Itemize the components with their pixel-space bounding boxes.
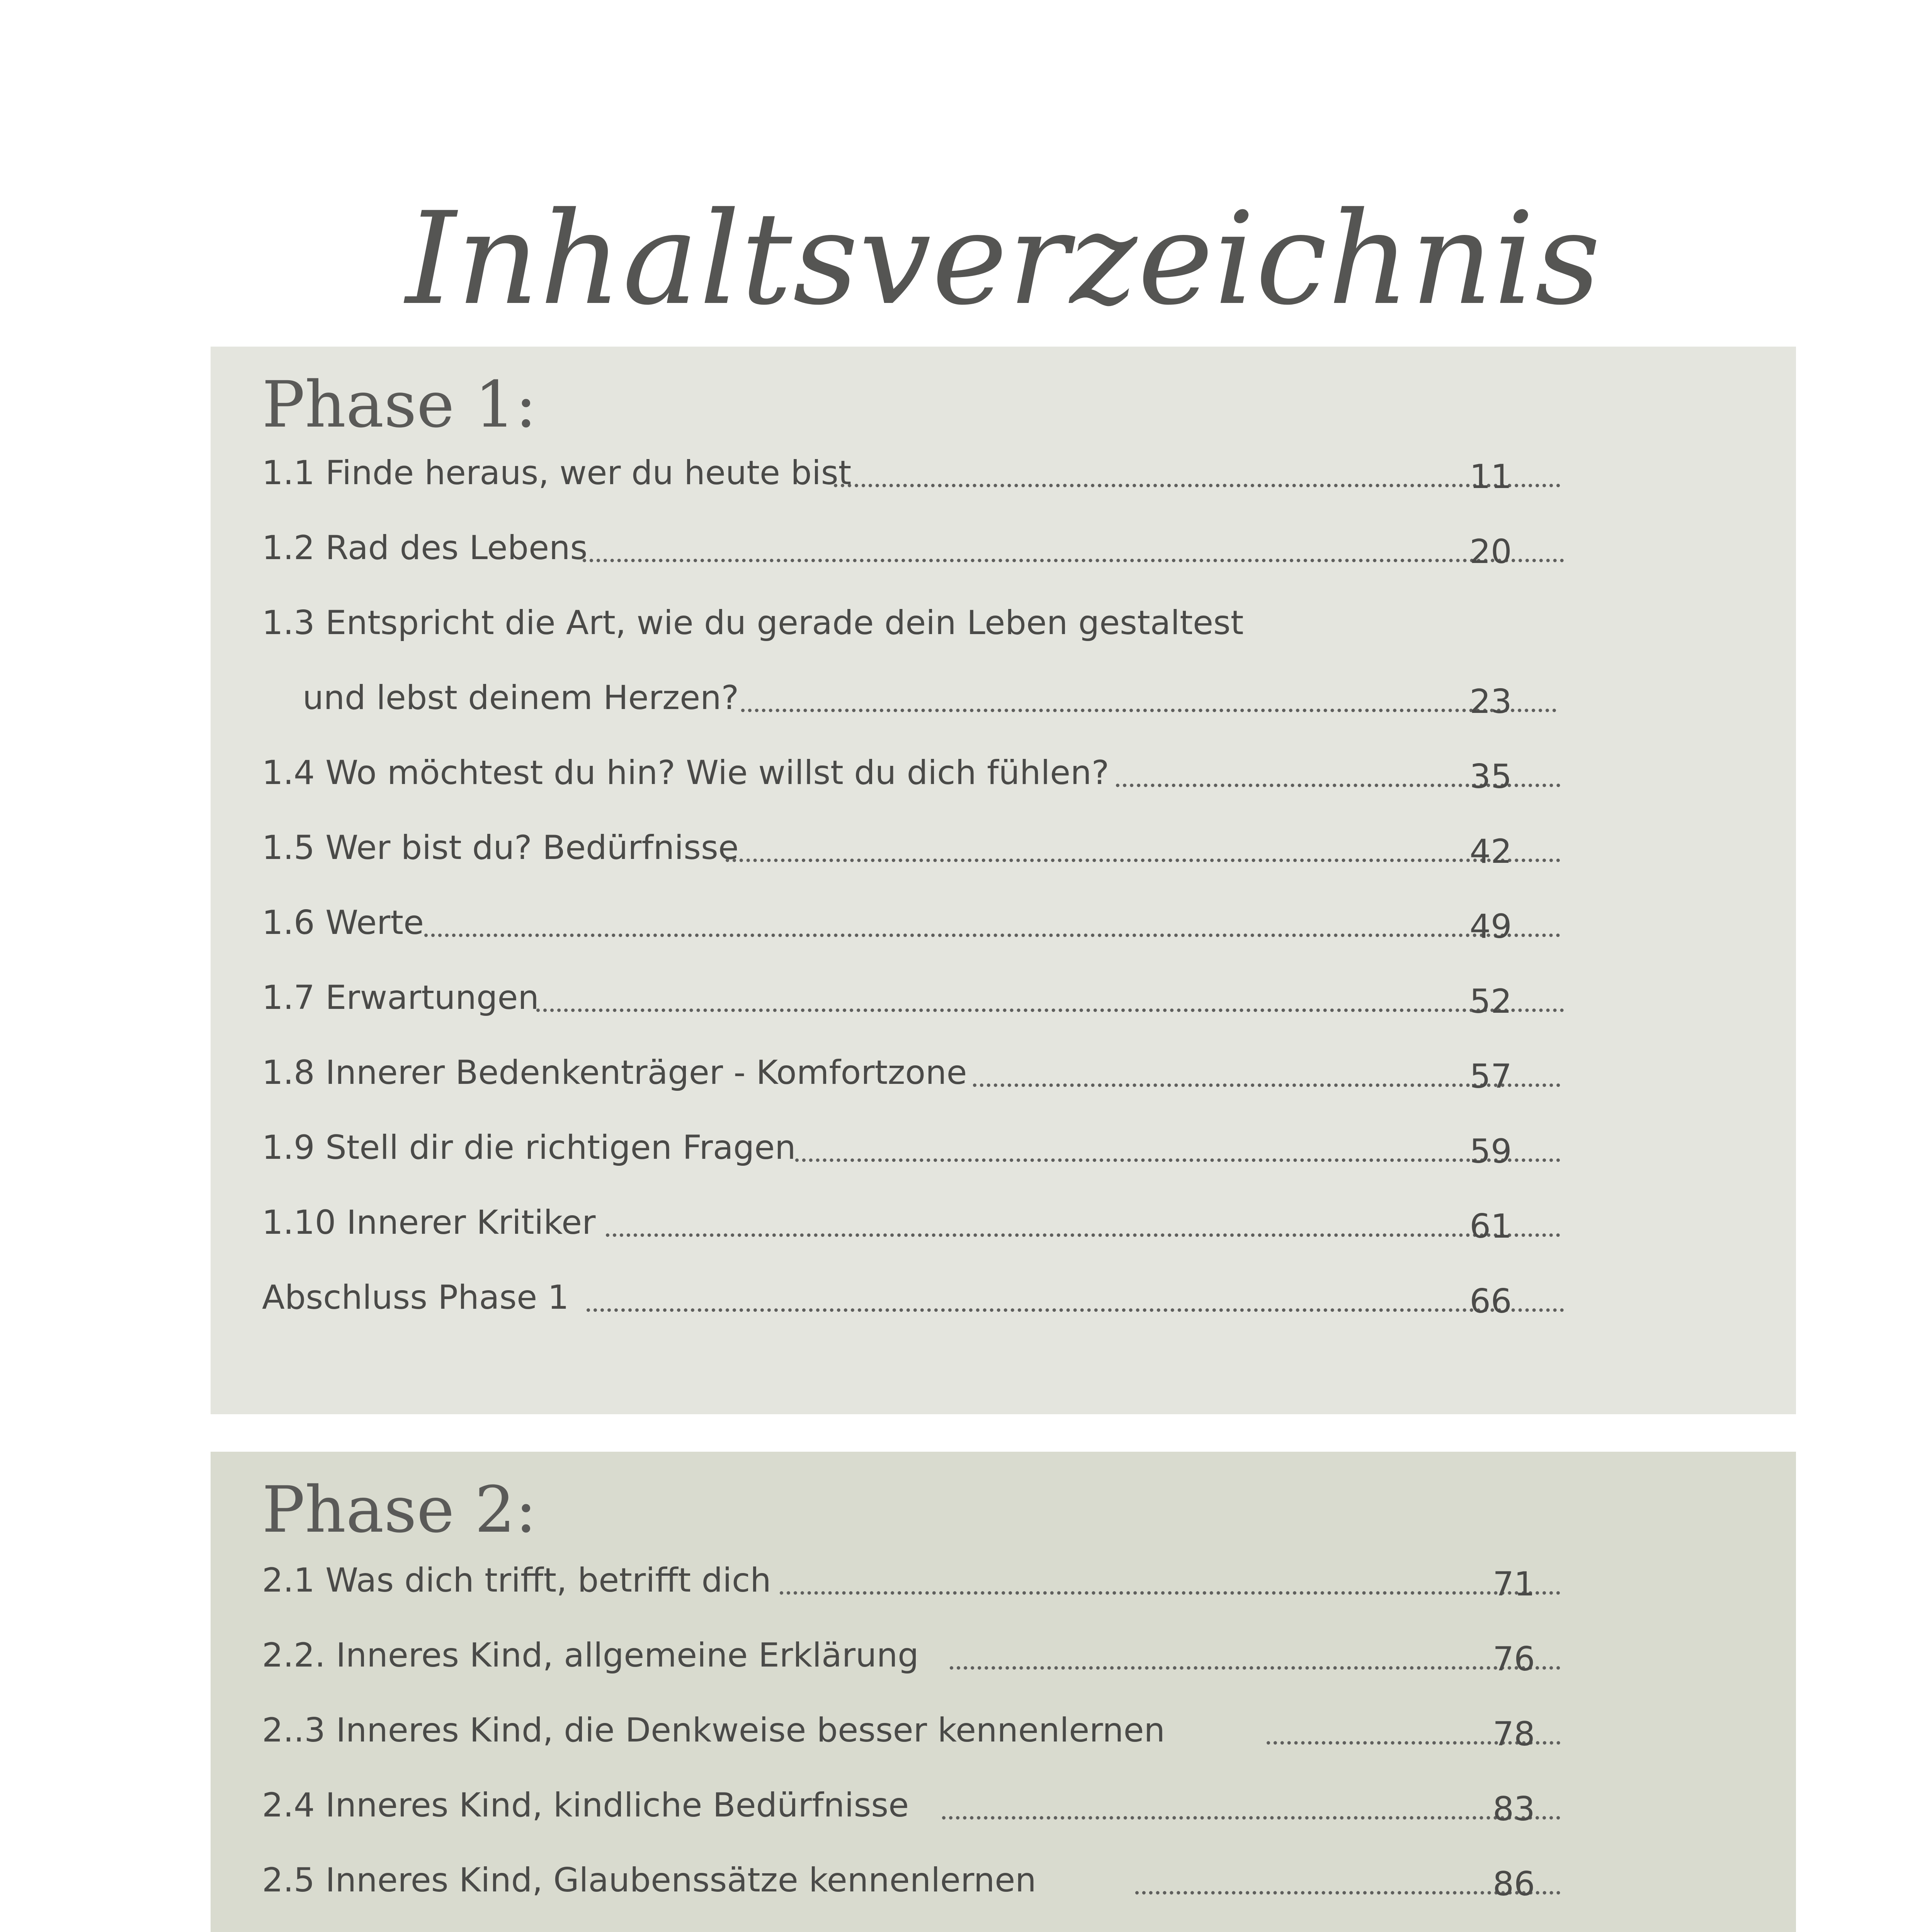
toc-entry (262, 1630, 1761, 1680)
toc-entry-label: 2..3 Inneres Kind, die Denkweise besser kennenlernen (262, 1711, 1165, 1750)
toc-leader (780, 1591, 1560, 1595)
toc-leader (536, 1009, 1564, 1012)
toc-entry (262, 1048, 1761, 1098)
toc-entry (262, 1855, 1761, 1905)
phase-1-title: Phase 1: (262, 367, 537, 442)
toc-entry-label: Abschluss Phase 1 (262, 1278, 569, 1317)
toc-entry-page: 83 (1493, 1790, 1535, 1828)
toc-entry-page: 49 (1469, 907, 1512, 946)
toc-entry-label: 1.10 Innerer Kritiker (262, 1203, 596, 1242)
toc-entry-page: 35 (1469, 757, 1512, 796)
toc-entry-page: 11 (1469, 457, 1512, 496)
toc-entry-page: 57 (1469, 1057, 1512, 1096)
toc-leader (741, 709, 1556, 712)
toc-entry-page: 42 (1469, 832, 1512, 871)
toc-entry-label: 1.7 Erwartungen (262, 978, 539, 1017)
toc-entry (262, 523, 1761, 573)
toc-leader (424, 934, 1560, 937)
toc-entry-page: 59 (1469, 1132, 1512, 1171)
toc-entry (262, 1555, 1761, 1605)
toc-entry-page: 61 (1469, 1207, 1512, 1246)
toc-entry (262, 973, 1761, 1023)
toc-entry-label: 1.1 Finde heraus, wer du heute bist (262, 454, 852, 492)
toc-entry (262, 448, 1761, 498)
toc-leader (583, 559, 1564, 562)
toc-entry-label: 1.9 Stell dir die richtigen Fragen (262, 1128, 796, 1167)
toc-leader (834, 484, 1560, 487)
toc-entry-page: 20 (1469, 532, 1512, 571)
toc-entry-page (1483, 1930, 1545, 1932)
toc-entry-page: 66 (1469, 1282, 1512, 1321)
toc-entry (262, 673, 1761, 723)
toc-entry-page: 71 (1493, 1565, 1535, 1604)
toc-entry (262, 1197, 1761, 1248)
toc-leader (606, 1233, 1560, 1237)
toc-entry-page: 76 (1493, 1640, 1535, 1679)
toc-entry (262, 898, 1761, 948)
toc-entry-label: 2.5 Inneres Kind, Glaubenssätze kennenlernen (262, 1861, 1036, 1900)
toc-entry-page: 78 (1493, 1715, 1535, 1753)
toc-leader (587, 1308, 1564, 1312)
toc-entry-page: 52 (1469, 982, 1512, 1021)
toc-entry (262, 598, 1761, 648)
toc-leader (942, 1816, 1560, 1820)
toc-entry (262, 1705, 1761, 1755)
toc-leader (950, 1666, 1560, 1670)
toc-entry-label: und lebst deinem Herzen? (303, 679, 739, 717)
toc-leader (726, 859, 1560, 862)
toc-entry (262, 1930, 1761, 1932)
toc-entry-label: 1.3 Entspricht die Art, wie du gerade dein Leben gestaltest (262, 604, 1244, 642)
phase-2-title: Phase 2: (262, 1473, 537, 1547)
toc-entry-label: 2.1 Was dich trifft, betrifft dich (262, 1561, 771, 1600)
toc-entry-page: 86 (1493, 1865, 1535, 1903)
toc-leader (795, 1158, 1560, 1162)
toc-entry-label: 1.4 Wo möchtest du hin? Wie willst du dich fühlen? (262, 753, 1109, 792)
toc-entry-page: 23 (1469, 682, 1512, 721)
toc-entry-label (262, 1930, 943, 1932)
toc-entry (262, 1122, 1761, 1173)
toc-entry-label: 1.6 Werte (262, 903, 424, 942)
toc-entry-label: 1.2 Rad des Lebens (262, 529, 588, 567)
phase-2-section (211, 1452, 1796, 1932)
toc-entry (262, 1272, 1761, 1323)
toc-entry-label: 2.4 Inneres Kind, kindliche Bedürfnisse (262, 1786, 909, 1825)
toc-entry-label: 1.8 Innerer Bedenkenträger - Komfortzone (262, 1053, 967, 1092)
toc-entry (262, 1780, 1761, 1830)
toc-entry (262, 823, 1761, 873)
phase-1-section (211, 347, 1796, 1414)
page-title: Inhaltsverzeichnis (405, 185, 1602, 333)
toc-entry-label: 2.2. Inneres Kind, allgemeine Erklärung (262, 1636, 919, 1675)
toc-entry-label: 1.5 Wer bist du? Bedürfnisse (262, 828, 739, 867)
toc-entry (262, 748, 1761, 798)
